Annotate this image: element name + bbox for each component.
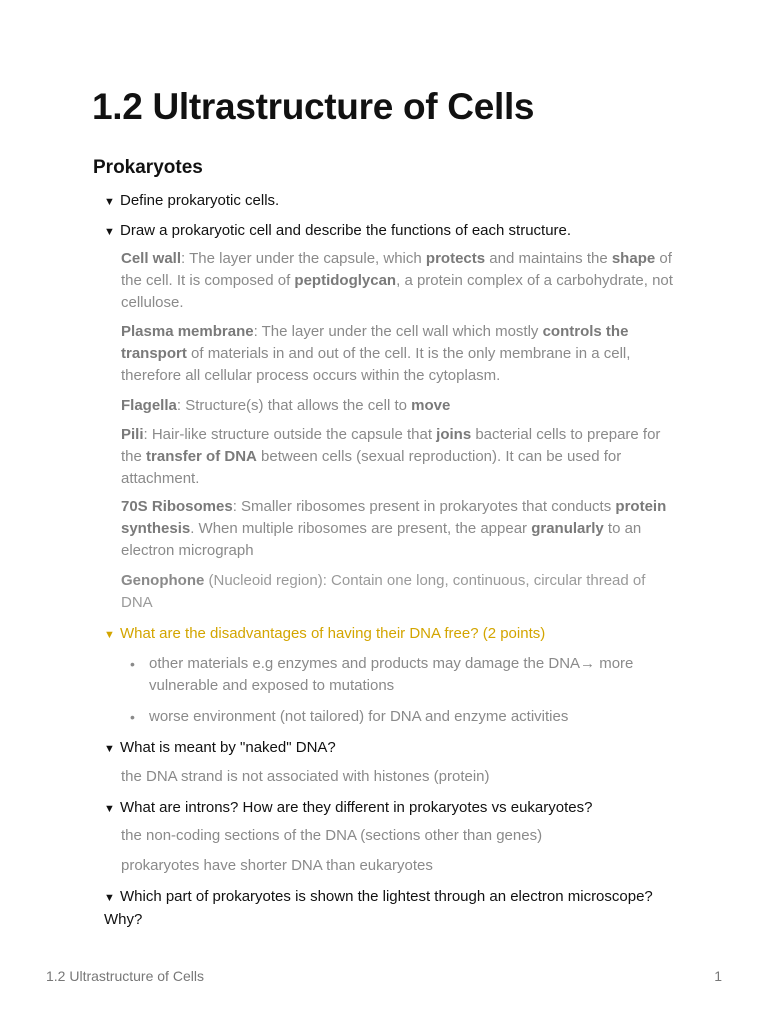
toggle-label: Draw a prokaryotic cell and describe the functions of each structure.: [120, 222, 572, 239]
paragraph-plasma-membrane: Plasma membrane: The layer under the cell wall which mostly controls the transport of materials in and out of the cell. It is the only membrane in a cell, therefore all cellular process occurs within the cytoplasm.: [121, 323, 631, 384]
toggle-introns[interactable]: [104, 797, 694, 820]
list-item: • worse environment (not tailored) for DNA and enzyme activities: [130, 706, 670, 728]
toggle-label: What is meant by "naked" DNA?: [120, 739, 336, 756]
bullet-icon: •: [130, 656, 135, 672]
triangle-down-icon[interactable]: ▼: [104, 803, 115, 815]
answer-naked-dna: the DNA strand is not associated with histones (protein): [121, 768, 490, 785]
list-item: • other materials e.g enzymes and products may damage the DNA→ more vulnerable and exposed to mutations: [130, 655, 634, 694]
triangle-down-icon[interactable]: ▼: [104, 892, 115, 904]
toggle-label: What are the disadvantages of having their DNA free? (2 points): [120, 625, 546, 642]
answer-introns-1: the non-coding sections of the DNA (sections other than genes): [121, 827, 543, 844]
toggle-naked-dna[interactable]: [104, 737, 694, 760]
paragraph-pili: Pili: Hair-like structure outside the capsule that joins bacterial cells to prepare for the transfer of DNA between cells (sexual reproduction). It can be used for attachment.: [121, 426, 661, 487]
triangle-down-icon[interactable]: ▼: [104, 196, 115, 208]
answer-introns-2: prokaryotes have shorter DNA than eukaryotes: [121, 857, 433, 874]
paragraph-genophone: Genophone (Nucleoid region): Contain one long, continuous, circular thread of DNA: [121, 572, 646, 611]
triangle-down-icon[interactable]: ▼: [104, 226, 115, 238]
page-title: 1.2 Ultrastructure of Cells: [92, 86, 535, 127]
toggle-lightest-part[interactable]: [104, 886, 694, 931]
toggle-label: Which part of prokaryotes is shown the lightest through an electron microscope? Why?: [104, 888, 653, 928]
triangle-down-icon[interactable]: ▼: [104, 629, 115, 641]
toggle-label: What are introns? How are they different in prokaryotes vs eukaryotes?: [120, 799, 593, 816]
footer-title: 1.2 Ultrastructure of Cells: [46, 968, 204, 984]
paragraph-flagella: Flagella: Structure(s) that allows the cell to move: [121, 397, 451, 414]
footer-page-number: 1: [714, 968, 722, 984]
paragraph-cell-wall: Cell wall: The layer under the capsule, which protects and maintains the shape of the cell. It is composed of peptidoglycan, a protein complex of a carbohydrate, not cellulose.: [121, 250, 673, 311]
bullet-icon: •: [130, 709, 135, 725]
triangle-down-icon[interactable]: ▼: [104, 743, 115, 755]
toggle-draw-prokaryotic-cell[interactable]: [104, 220, 694, 243]
toggle-label: Define prokaryotic cells.: [120, 192, 280, 209]
toggle-dna-free-disadvantages[interactable]: [104, 623, 694, 646]
toggle-define-prokaryotic[interactable]: [104, 190, 694, 213]
paragraph-70s-ribosomes: 70S Ribosomes: Smaller ribosomes present in prokaryotes that conducts protein synthesis. When multiple ribosomes are present, the appear granularly to an electron micrograph: [121, 498, 667, 559]
section-heading: Prokaryotes: [93, 157, 203, 178]
